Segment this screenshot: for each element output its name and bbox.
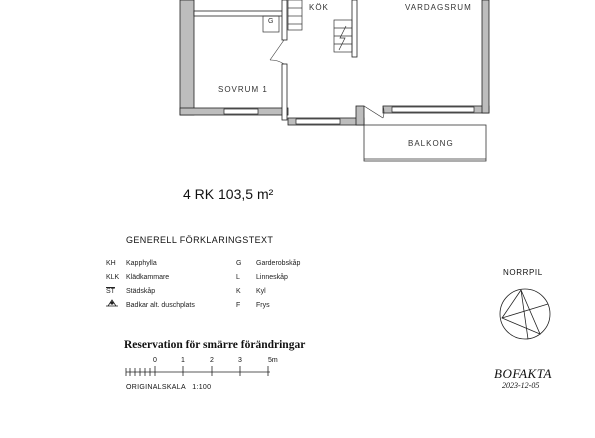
legend-text: Linneskåp: [256, 274, 288, 281]
room-label-living-room: VARDAGSRUM: [405, 3, 472, 12]
legend-text: Frys: [256, 302, 270, 309]
wardrobe-mark: G: [268, 18, 274, 25]
room-label-balcony: BALKONG: [408, 139, 454, 148]
scale-caption: ORIGINALSKALA 1:100: [126, 384, 212, 391]
exterior-walls: [180, 0, 489, 125]
legend-code: F: [236, 302, 241, 309]
apartment-size: 4 RK 103,5 m²: [183, 186, 274, 202]
scale-tick-label: 5m: [268, 357, 278, 364]
legend-code: K: [236, 288, 241, 295]
scale-tick-label: 1: [181, 357, 185, 364]
legend-text: Kapphylla: [126, 260, 157, 267]
legend-text: Garderobskåp: [256, 260, 301, 267]
kitchen-fixtures: [263, 0, 352, 52]
legend-code: $\overline{ST}$: [106, 288, 115, 295]
legend-code: KLK: [106, 274, 120, 281]
legend-text: Badkar alt. duschplats: [126, 302, 195, 309]
brand-name: BOFAKTA: [494, 366, 552, 381]
scale-tick-label: 2: [210, 357, 214, 364]
scale-bar: [126, 366, 270, 376]
north-arrow-icon: [500, 289, 550, 339]
room-label-kitchen: KÖK: [309, 3, 329, 12]
legend-code: KH: [106, 260, 116, 267]
reservation-note: Reservation för smärre förändringar: [124, 339, 306, 351]
plan-date: 2023-12-05: [502, 381, 540, 390]
legend-text: Kyl: [256, 288, 266, 295]
north-arrow-label: NORRPIL: [503, 268, 543, 277]
room-label-bedroom: SOVRUM 1: [218, 85, 268, 94]
legend-text: Städskåp: [126, 288, 156, 295]
legend-code: G: [236, 260, 242, 267]
legend-code: L: [236, 274, 240, 281]
scale-tick-label: 3: [238, 357, 242, 364]
scale-tick-label: 0: [153, 357, 157, 364]
bathtub-icon: [106, 300, 118, 306]
legend-title: GENERELL FÖRKLARINGSTEXT: [126, 235, 274, 245]
legend-text: Klädkammare: [126, 274, 170, 281]
interior-walls: [194, 0, 357, 120]
